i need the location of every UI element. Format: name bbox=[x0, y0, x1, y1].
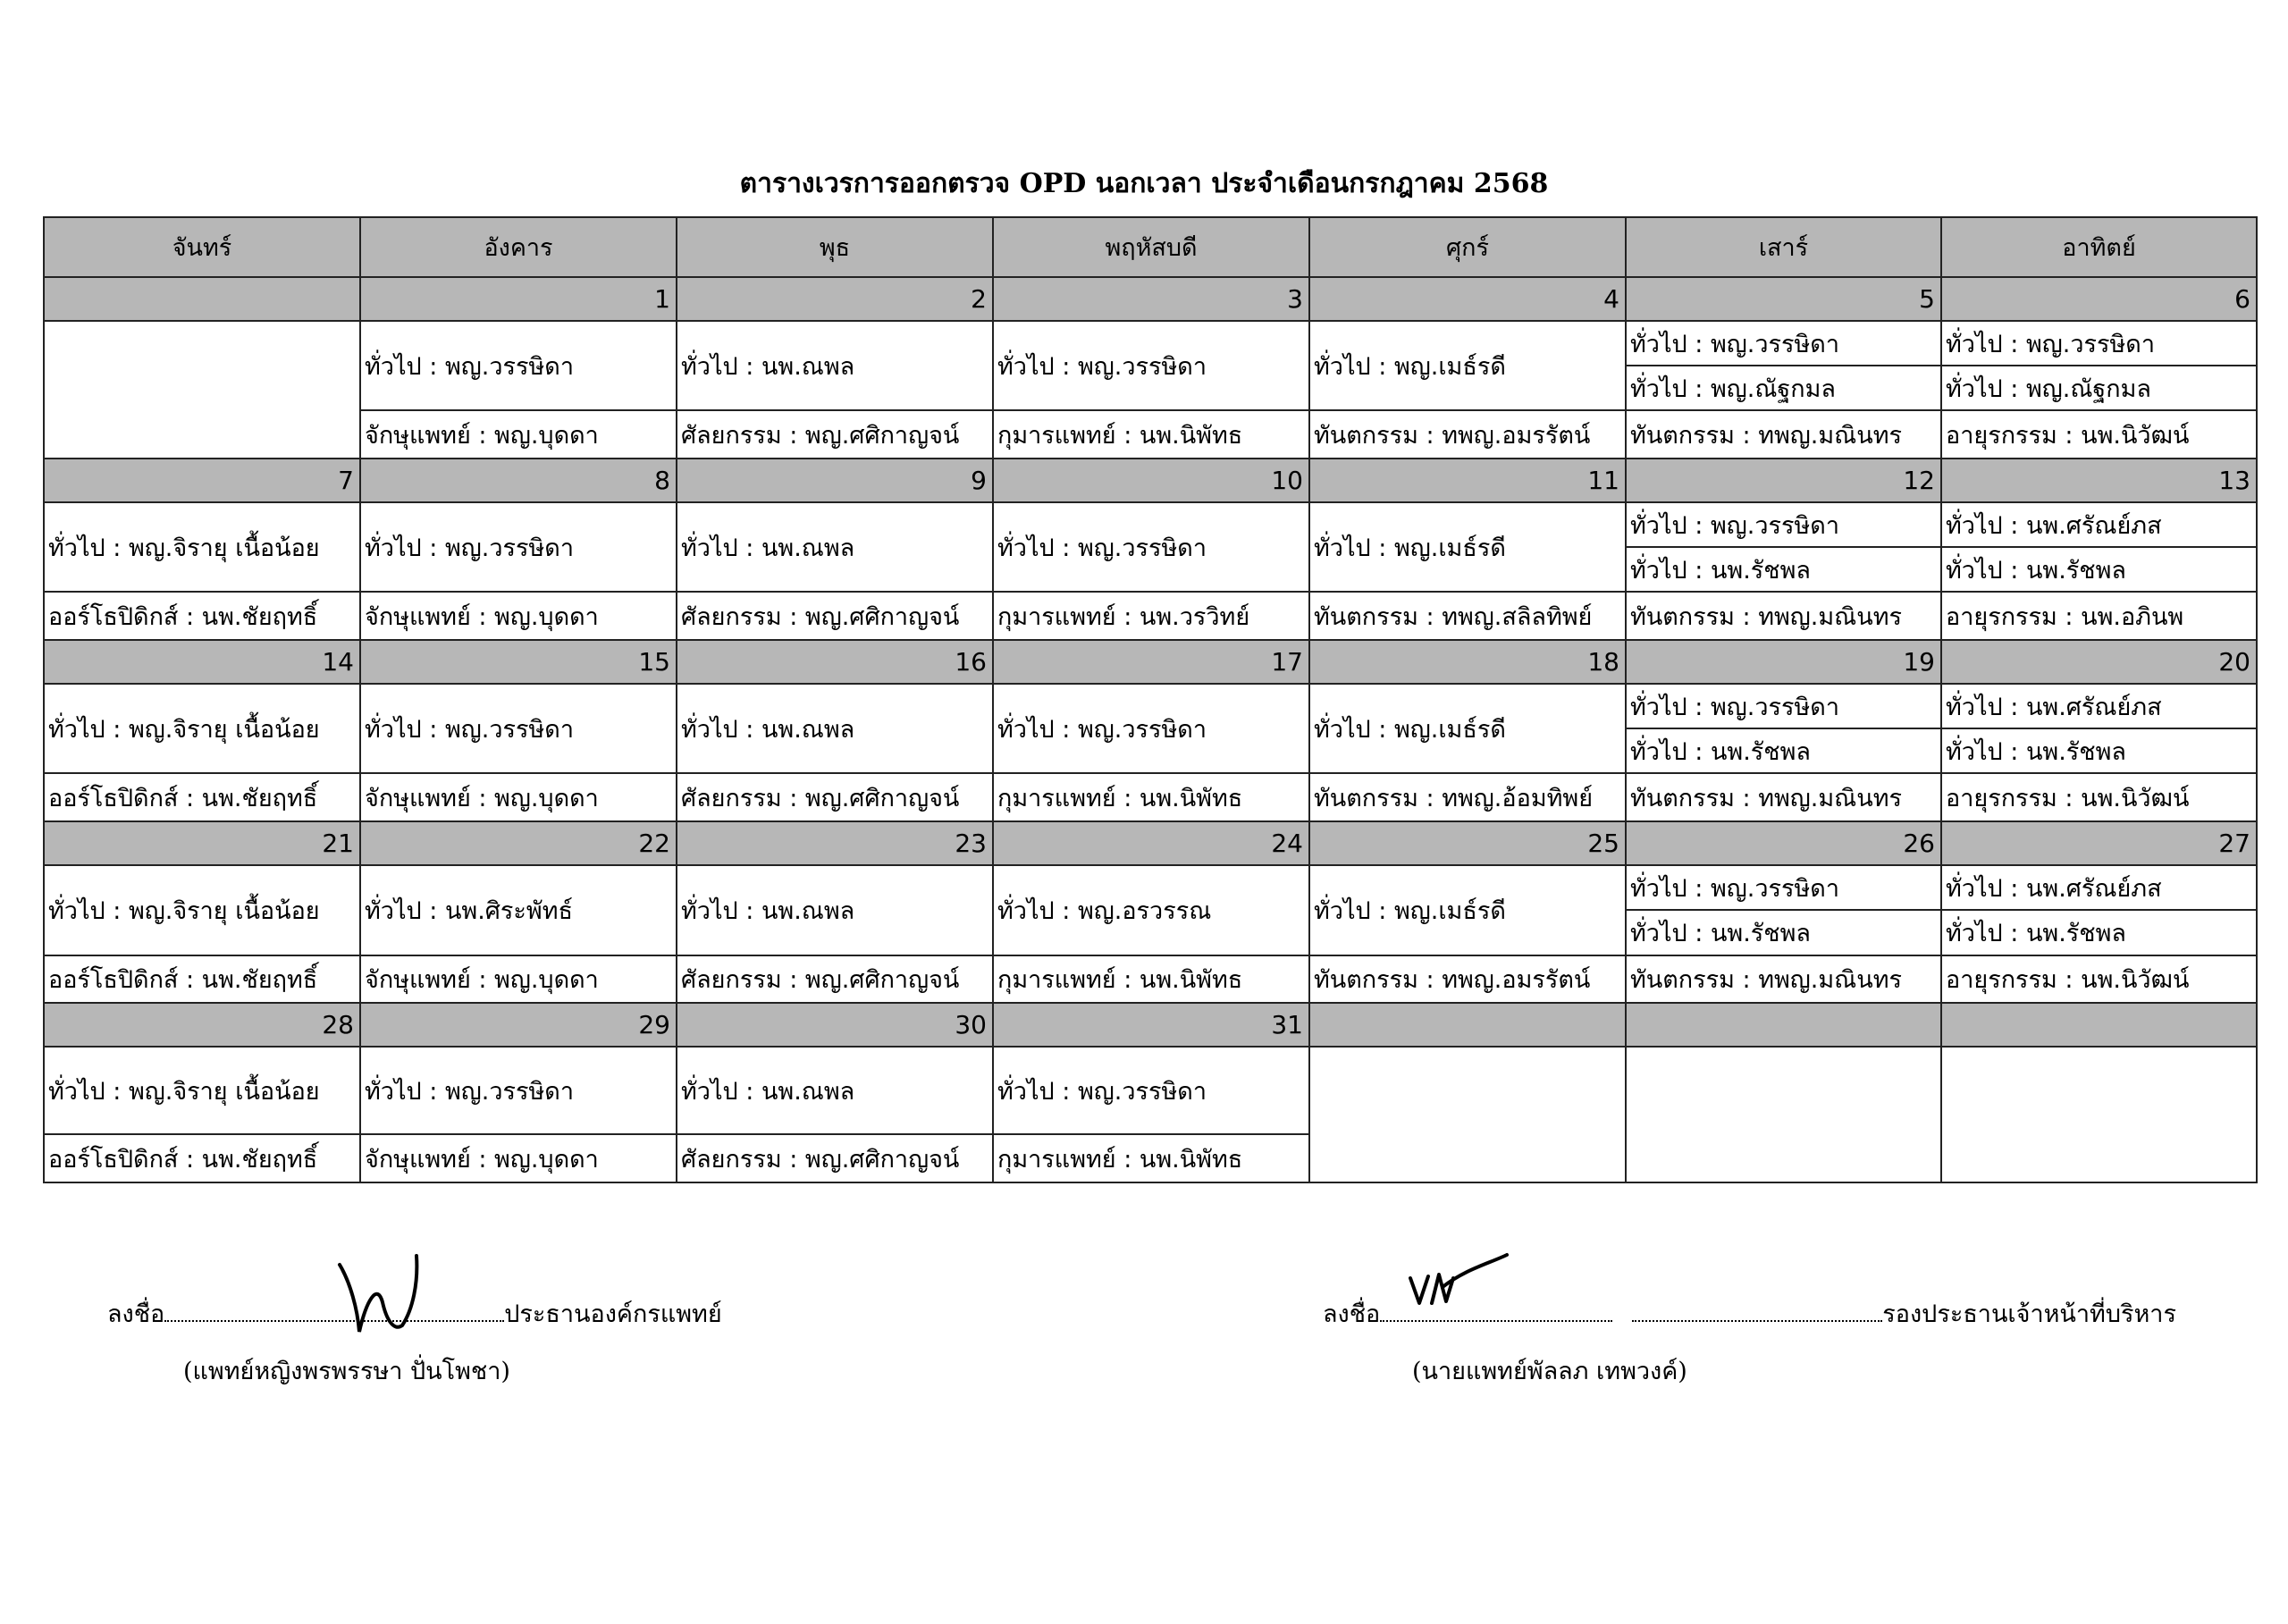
shift-cell: ทั่วไป : พญ.วรรษิดา bbox=[1626, 502, 1941, 547]
shift-cell bbox=[44, 321, 360, 459]
specialist-cell: อายุรกรรม : นพ.นิวัฒน์ bbox=[1941, 773, 2257, 821]
sign-prefix: ลงชื่อ bbox=[1323, 1300, 1381, 1328]
specialist-cell: ศัลยกรรม : พญ.ศศิกาญจน์ bbox=[677, 410, 993, 459]
date-cell: 5 bbox=[1626, 277, 1941, 321]
day-header: อังคาร bbox=[360, 217, 677, 277]
specialist-cell: กุมารแพทย์ : นพ.วรวิทย์ bbox=[993, 592, 1309, 640]
date-cell: 26 bbox=[1626, 821, 1941, 865]
specialist-cell: ทันตกรรม : ทพญ.มณินทร bbox=[1626, 592, 1941, 640]
date-cell-empty bbox=[1626, 1003, 1941, 1047]
shift-cell: ทั่วไป : นพ.รัชพล bbox=[1626, 547, 1941, 592]
shift-cell: ทั่วไป : พญ.อรวรรณ bbox=[993, 865, 1309, 955]
empty-cell bbox=[1309, 1047, 1626, 1182]
shift-cell: ทั่วไป : พญ.ณัฐกมล bbox=[1626, 366, 1941, 410]
specialist-cell: ทันตกรรม : ทพญ.มณินทร bbox=[1626, 773, 1941, 821]
specialist-cell: จักษุแพทย์ : พญ.บุดดา bbox=[360, 955, 677, 1004]
shift-cell: ทั่วไป : นพ.รัชพล bbox=[1626, 910, 1941, 955]
specialist-cell: จักษุแพทย์ : พญ.บุดดา bbox=[360, 592, 677, 640]
date-cell: 29 bbox=[360, 1003, 677, 1047]
date-cell: 24 bbox=[993, 821, 1309, 865]
signer-name-left: (แพทย์หญิงพรพรรษา ปั่นโพชา) bbox=[183, 1358, 510, 1385]
specialist-cell: กุมารแพทย์ : นพ.นิพัทธ bbox=[993, 1134, 1309, 1182]
date-cell-empty bbox=[1941, 1003, 2257, 1047]
shift-cell: ทั่วไป : พญ.วรรษิดา bbox=[993, 684, 1309, 773]
specialist-cell: ออร์โธปิดิกส์ : นพ.ชัยฤทธิ์ bbox=[44, 773, 360, 821]
date-cell: 25 bbox=[1309, 821, 1626, 865]
specialist-cell: ออร์โธปิดิกส์ : นพ.ชัยฤทธิ์ bbox=[44, 592, 360, 640]
date-cell: 20 bbox=[1941, 640, 2257, 684]
shift-cell: ทั่วไป : พญ.วรรษิดา bbox=[1626, 321, 1941, 366]
day-header-row bbox=[44, 217, 2257, 277]
date-cell: 28 bbox=[44, 1003, 360, 1047]
shift-cell: ทั่วไป : พญ.วรรษิดา bbox=[1626, 684, 1941, 728]
shift-cell: ทั่วไป : นพ.รัชพล bbox=[1626, 728, 1941, 773]
shift-cell: ทั่วไป : นพ.ณพล bbox=[677, 865, 993, 955]
day-header: ศุกร์ bbox=[1309, 217, 1626, 277]
date-cell: 14 bbox=[44, 640, 360, 684]
specialist-cell: อายุรกรรม : นพ.นิวัฒน์ bbox=[1941, 410, 2257, 459]
date-row bbox=[44, 277, 2257, 321]
handwritten-signature-left bbox=[331, 1247, 429, 1345]
specialist-cell: ออร์โธปิดิกส์ : นพ.ชัยฤทธิ์ bbox=[44, 955, 360, 1004]
specialist-cell: อายุรกรรม : นพ.อภินพ bbox=[1941, 592, 2257, 640]
shift-cell: ทั่วไป : พญ.วรรษิดา bbox=[993, 1047, 1309, 1134]
date-cell: 18 bbox=[1309, 640, 1626, 684]
shift-cell: ทั่วไป : พญ.วรรษิดา bbox=[1941, 321, 2257, 366]
shift-cell: ทั่วไป : นพ.ศิระพัทธ์ bbox=[360, 865, 677, 955]
shift-cell: ทั่วไป : นพ.ณพล bbox=[677, 1047, 993, 1134]
schedule-table bbox=[43, 216, 2258, 1183]
signer-name-right: (นายแพทย์พัลลภ เทพวงค์) bbox=[1412, 1358, 1687, 1385]
date-cell: 30 bbox=[677, 1003, 993, 1047]
specialist-cell: กุมารแพทย์ : นพ.นิพัทธ bbox=[993, 773, 1309, 821]
date-cell: 17 bbox=[993, 640, 1309, 684]
date-cell: 23 bbox=[677, 821, 993, 865]
shift-cell: ทั่วไป : พญ.วรรษิดา bbox=[360, 1047, 677, 1134]
shift-row bbox=[44, 1047, 2257, 1134]
shift-cell: ทั่วไป : นพ.ณพล bbox=[677, 684, 993, 773]
date-cell: 12 bbox=[1626, 459, 1941, 502]
shift-cell: ทั่วไป : นพ.รัชพล bbox=[1941, 910, 2257, 955]
signature-dots bbox=[1632, 1299, 1882, 1322]
shift-cell: ทั่วไป : นพ.ศรัณย์ภส bbox=[1941, 502, 2257, 547]
empty-cell bbox=[1626, 1047, 1941, 1182]
specialist-cell: ทันตกรรม : ทพญ.อ้อมทิพย์ bbox=[1309, 773, 1626, 821]
sign-prefix: ลงชื่อ bbox=[107, 1300, 165, 1328]
shift-cell: ทั่วไป : พญ.จิรายุ เนื้อน้อย bbox=[44, 1047, 360, 1134]
day-header: อาทิตย์ bbox=[1941, 217, 2257, 277]
shift-cell: ทั่วไป : พญ.วรรษิดา bbox=[360, 502, 677, 592]
specialist-cell: ทันตกรรม : ทพญ.สลิลทิพย์ bbox=[1309, 592, 1626, 640]
date-cell: 9 bbox=[677, 459, 993, 502]
shift-cell: ทั่วไป : พญ.เมธ์รดี bbox=[1309, 684, 1626, 773]
date-cell: 7 bbox=[44, 459, 360, 502]
date-cell: 19 bbox=[1626, 640, 1941, 684]
shift-cell: ทั่วไป : นพ.ณพล bbox=[677, 321, 993, 410]
specialist-cell: ทันตกรรม : ทพญ.อมรรัตน์ bbox=[1309, 410, 1626, 459]
date-cell: 22 bbox=[360, 821, 677, 865]
date-cell: 11 bbox=[1309, 459, 1626, 502]
handwritten-signature-right bbox=[1403, 1251, 1510, 1314]
date-cell: 2 bbox=[677, 277, 993, 321]
shift-row bbox=[44, 865, 2257, 910]
date-cell bbox=[44, 277, 360, 321]
specialist-cell: กุมารแพทย์ : นพ.นิพัทธ bbox=[993, 410, 1309, 459]
shift-cell: ทั่วไป : นพ.รัชพล bbox=[1941, 728, 2257, 773]
date-cell: 6 bbox=[1941, 277, 2257, 321]
day-header: พุธ bbox=[677, 217, 993, 277]
shift-cell: ทั่วไป : พญ.วรรษิดา bbox=[1626, 865, 1941, 910]
shift-cell: ทั่วไป : พญ.เมธ์รดี bbox=[1309, 865, 1626, 955]
date-cell: 10 bbox=[993, 459, 1309, 502]
shift-cell: ทั่วไป : พญ.วรรษิดา bbox=[360, 684, 677, 773]
shift-cell: ทั่วไป : พญ.จิรายุ เนื้อน้อย bbox=[44, 865, 360, 955]
date-cell: 1 bbox=[360, 277, 677, 321]
date-cell: 13 bbox=[1941, 459, 2257, 502]
date-row bbox=[44, 821, 2257, 865]
date-cell: 8 bbox=[360, 459, 677, 502]
specialist-cell: ทันตกรรม : ทพญ.อมรรัตน์ bbox=[1309, 955, 1626, 1004]
specialist-cell: ศัลยกรรม : พญ.ศศิกาญจน์ bbox=[677, 1134, 993, 1182]
date-cell: 15 bbox=[360, 640, 677, 684]
specialist-row bbox=[44, 410, 2257, 459]
day-header: จันทร์ bbox=[44, 217, 360, 277]
date-row bbox=[44, 1003, 2257, 1047]
shift-cell: ทั่วไป : นพ.ณพล bbox=[677, 502, 993, 592]
specialist-row bbox=[44, 773, 2257, 821]
specialist-cell: อายุรกรรม : นพ.นิวัฒน์ bbox=[1941, 955, 2257, 1004]
shift-cell: ทั่วไป : พญ.เมธ์รดี bbox=[1309, 502, 1626, 592]
shift-row bbox=[44, 321, 2257, 366]
specialist-cell: ออร์โธปิดิกส์ : นพ.ชัยฤทธิ์ bbox=[44, 1134, 360, 1182]
specialist-cell: จักษุแพทย์ : พญ.บุดดา bbox=[360, 1134, 677, 1182]
date-row bbox=[44, 640, 2257, 684]
shift-cell: ทั่วไป : นพ.ศรัณย์ภส bbox=[1941, 684, 2257, 728]
shift-cell: ทั่วไป : พญ.เมธ์รดี bbox=[1309, 321, 1626, 410]
empty-cell bbox=[1941, 1047, 2257, 1182]
specialist-row bbox=[44, 592, 2257, 640]
shift-row bbox=[44, 502, 2257, 547]
shift-cell: ทั่วไป : พญ.จิรายุ เนื้อน้อย bbox=[44, 684, 360, 773]
shift-row bbox=[44, 684, 2257, 728]
specialist-cell: กุมารแพทย์ : นพ.นิพัทธ bbox=[993, 955, 1309, 1004]
specialist-cell: จักษุแพทย์ : พญ.บุดดา bbox=[360, 773, 677, 821]
shift-cell: ทั่วไป : พญ.วรรษิดา bbox=[360, 321, 677, 410]
specialist-cell: ทันตกรรม : ทพญ.มณินทร bbox=[1626, 410, 1941, 459]
date-cell: 16 bbox=[677, 640, 993, 684]
shift-cell: ทั่วไป : พญ.จิรายุ เนื้อน้อย bbox=[44, 502, 360, 592]
date-cell-empty bbox=[1309, 1003, 1626, 1047]
shift-cell: ทั่วไป : นพ.รัชพล bbox=[1941, 547, 2257, 592]
specialist-cell: ทันตกรรม : ทพญ.มณินทร bbox=[1626, 955, 1941, 1004]
date-cell: 21 bbox=[44, 821, 360, 865]
shift-cell: ทั่วไป : พญ.วรรษิดา bbox=[993, 502, 1309, 592]
specialist-cell: ศัลยกรรม : พญ.ศศิกาญจน์ bbox=[677, 773, 993, 821]
specialist-row bbox=[44, 955, 2257, 1004]
shift-cell: ทั่วไป : พญ.วรรษิดา bbox=[993, 321, 1309, 410]
date-cell: 3 bbox=[993, 277, 1309, 321]
signer-role: ประธานองค์กรแพทย์ bbox=[504, 1300, 722, 1328]
specialist-cell: ศัลยกรรม : พญ.ศศิกาญจน์ bbox=[677, 592, 993, 640]
day-header: พฤหัสบดี bbox=[993, 217, 1309, 277]
date-cell: 4 bbox=[1309, 277, 1626, 321]
shift-cell: ทั่วไป : นพ.ศรัณย์ภส bbox=[1941, 865, 2257, 910]
date-cell: 31 bbox=[993, 1003, 1309, 1047]
date-cell: 27 bbox=[1941, 821, 2257, 865]
shift-cell: ทั่วไป : พญ.ณัฐกมล bbox=[1941, 366, 2257, 410]
specialist-cell: ศัลยกรรม : พญ.ศศิกาญจน์ bbox=[677, 955, 993, 1004]
signer-role: รองประธานเจ้าหน้าที่บริหาร bbox=[1882, 1300, 2176, 1328]
date-row bbox=[44, 459, 2257, 502]
day-header: เสาร์ bbox=[1626, 217, 1941, 277]
specialist-cell: จักษุแพทย์ : พญ.บุดดา bbox=[360, 410, 677, 459]
page-title: ตารางเวรการออกตรวจ OPD นอกเวลา ประจำเดือนกรกฎาคม 2568 bbox=[739, 168, 1549, 199]
